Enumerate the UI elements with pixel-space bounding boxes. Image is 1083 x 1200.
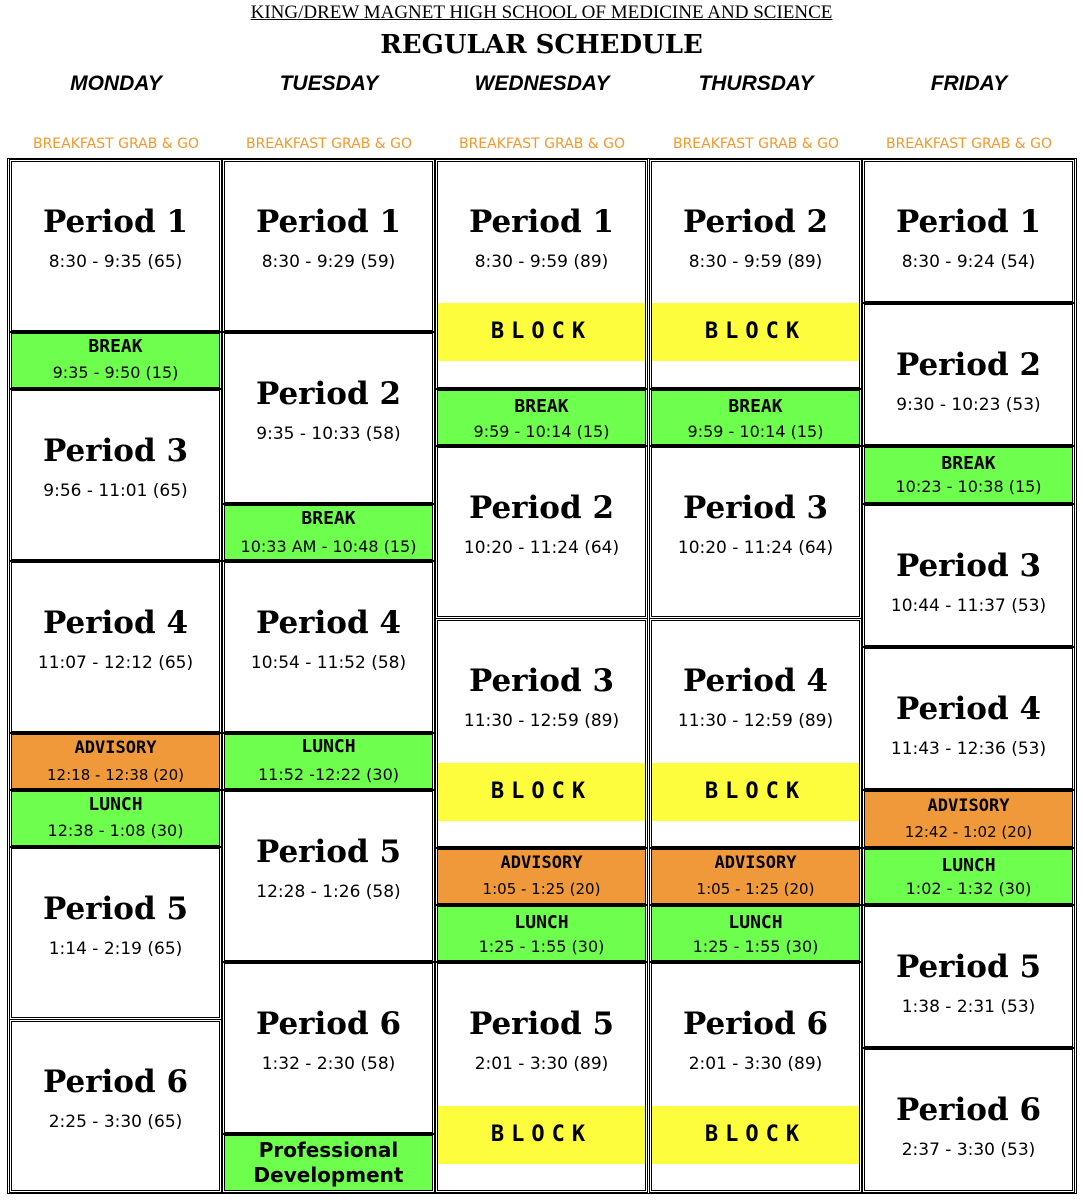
lunch-label: LUNCH [514,912,569,933]
period-time: 10:44 - 11:37 (53) [890,596,1047,616]
thursday-period-3 [651,447,860,617]
pd-line-2: Development [253,1163,404,1187]
friday-break [864,447,1073,503]
tuesday-lunch [224,734,433,789]
thursday-break [651,390,860,445]
period-name: Period 5 [255,834,402,870]
period-name: Period 2 [682,204,829,240]
period-name: Period 1 [895,204,1042,240]
period-time: 11:30 - 12:59 (89) [677,711,834,731]
advisory-time: 12:18 - 12:38 (20) [47,766,184,784]
period-time: 10:20 - 11:24 (64) [463,538,620,558]
period-time: 2:25 - 3:30 (65) [48,1112,183,1132]
lunch-label: LUNCH [301,736,356,757]
period-time: 1:14 - 2:19 (65) [48,939,183,959]
period-time: 8:30 - 9:24 (54) [901,252,1036,272]
period-time: 9:56 - 11:01 (65) [43,481,188,501]
schedule-title: REGULAR SCHEDULE [380,30,703,60]
wednesday-advisory [437,849,646,904]
period-name: Period 4 [895,691,1042,727]
day-header-friday: FRIDAY [930,72,1008,95]
period-time: 10:20 - 11:24 (64) [677,538,834,558]
block-bar: BLOCK [652,763,859,821]
period-name: Period 6 [682,1006,829,1042]
wednesday-period-3 [437,620,646,847]
pd-label [225,1138,432,1188]
advisory-time: 1:05 - 1:25 (20) [482,880,601,898]
advisory-label: ADVISORY [74,738,157,758]
tuesday-period-1 [224,161,433,331]
day-header-wednesday: WEDNESDAY [474,72,610,95]
breakfast-monday: BREAKFAST GRAB & GO [32,136,200,152]
break-label: BREAK [301,508,356,529]
period-name: Period 6 [42,1064,189,1100]
school-name: KING/DREW MAGNET HIGH SCHOOL OF MEDICINE AND SCIENCE [250,2,833,23]
period-time: 11:43 - 12:36 (53) [890,739,1047,759]
monday-lunch [11,791,220,846]
day-header-tuesday: TUESDAY [279,72,379,95]
period-time: 9:35 - 10:33 (58) [256,424,401,444]
friday-period-3 [864,505,1073,646]
period-time: 2:01 - 3:30 (89) [474,1054,609,1074]
monday-advisory [11,734,220,789]
lunch-time: 1:25 - 1:55 (30) [478,937,605,956]
advisory-label: ADVISORY [927,796,1010,816]
break-label: BREAK [728,396,783,417]
period-time: 8:30 - 9:59 (89) [688,252,823,272]
tuesday-period-5 [224,791,433,961]
period-name: Period 5 [895,949,1042,985]
tuesday-period-6 [224,963,433,1133]
period-name: Period 1 [255,204,402,240]
period-name: Period 1 [42,204,189,240]
break-time: 9:35 - 9:50 (15) [52,363,179,382]
lunch-label: LUNCH [88,794,143,815]
period-name: Period 4 [682,663,829,699]
period-name: Period 2 [895,347,1042,383]
lunch-time: 1:02 - 1:32 (30) [905,879,1032,898]
pd-line-1: Professional [258,1138,399,1162]
monday-period-6 [11,1021,220,1191]
friday-advisory [864,791,1073,847]
period-name: Period 2 [468,490,615,526]
break-label: BREAK [941,453,996,474]
break-time: 10:33 AM - 10:48 (15) [240,537,417,556]
friday-period-4 [864,648,1073,789]
lunch-label: LUNCH [941,855,996,876]
wednesday-lunch [437,906,646,961]
thursday-period-2 [651,161,860,388]
break-time: 9:59 - 10:14 (15) [687,422,824,441]
tuesday-professional-development [224,1135,433,1191]
wednesday-period-5 [437,963,646,1191]
period-time: 10:54 - 11:52 (58) [250,653,407,673]
breakfast-thursday: BREAKFAST GRAB & GO [672,136,840,152]
period-name: Period 5 [42,891,189,927]
monday-period-5 [11,848,220,1018]
period-name: Period 3 [682,490,829,526]
period-time: 11:30 - 12:59 (89) [463,711,620,731]
advisory-label: ADVISORY [714,853,797,873]
thursday-period-4 [651,620,860,847]
period-name: Period 4 [42,605,189,641]
period-time: 12:28 - 1:26 (58) [256,882,401,902]
day-header-thursday: THURSDAY [698,72,814,95]
advisory-label: ADVISORY [500,853,583,873]
period-name: Period 3 [42,433,189,469]
thursday-lunch [651,906,860,961]
break-time: 10:23 - 10:38 (15) [895,477,1042,496]
day-header-monday: MONDAY [70,72,162,95]
monday-period-3 [11,390,220,560]
period-time: 1:38 - 2:31 (53) [901,997,1036,1017]
thursday-advisory [651,849,860,904]
breakfast-friday: BREAKFAST GRAB & GO [885,136,1053,152]
wednesday-break [437,390,646,445]
period-time: 11:07 - 12:12 (65) [37,653,194,673]
friday-period-6 [864,1049,1073,1191]
period-name: Period 4 [255,605,402,641]
block-bar: BLOCK [438,763,645,821]
friday-period-5 [864,906,1073,1047]
block-bar: BLOCK [438,303,645,361]
period-time: 2:37 - 3:30 (53) [901,1140,1036,1160]
period-time: 8:30 - 9:59 (89) [474,252,609,272]
lunch-label: LUNCH [728,912,783,933]
block-bar: BLOCK [652,303,859,361]
period-name: Period 6 [255,1006,402,1042]
period-name: Period 2 [255,376,402,412]
friday-period-2 [864,304,1073,445]
period-time: 9:30 - 10:23 (53) [896,395,1041,415]
breakfast-tuesday: BREAKFAST GRAB & GO [245,136,413,152]
friday-period-1 [864,161,1073,302]
advisory-time: 12:42 - 1:02 (20) [904,823,1033,841]
break-label: BREAK [88,336,143,357]
block-bar: BLOCK [652,1106,859,1164]
thursday-period-6 [651,963,860,1191]
breakfast-wednesday: BREAKFAST GRAB & GO [458,136,626,152]
wednesday-period-1 [437,161,646,388]
period-time: 1:32 - 2:30 (58) [261,1054,396,1074]
period-name: Period 6 [895,1092,1042,1128]
block-bar: BLOCK [438,1106,645,1164]
period-name: Period 3 [468,663,615,699]
monday-period-4 [11,562,220,732]
period-time: 8:30 - 9:35 (65) [48,252,183,272]
period-name: Period 3 [895,548,1042,584]
lunch-time: 1:25 - 1:55 (30) [692,937,819,956]
tuesday-break [224,505,433,560]
period-time: 2:01 - 3:30 (89) [688,1054,823,1074]
friday-lunch [864,849,1073,904]
monday-period-1 [11,161,220,331]
monday-break [11,333,220,388]
period-name: Period 1 [468,204,615,240]
lunch-time: 11:52 -12:22 (30) [257,765,399,784]
break-label: BREAK [514,396,569,417]
period-name: Period 5 [468,1006,615,1042]
tuesday-period-4 [224,562,433,732]
advisory-time: 1:05 - 1:25 (20) [696,880,815,898]
period-time: 8:30 - 9:29 (59) [261,252,396,272]
wednesday-period-2 [437,447,646,617]
tuesday-period-2 [224,333,433,503]
break-time: 9:59 - 10:14 (15) [473,422,610,441]
lunch-time: 12:38 - 1:08 (30) [47,821,184,840]
